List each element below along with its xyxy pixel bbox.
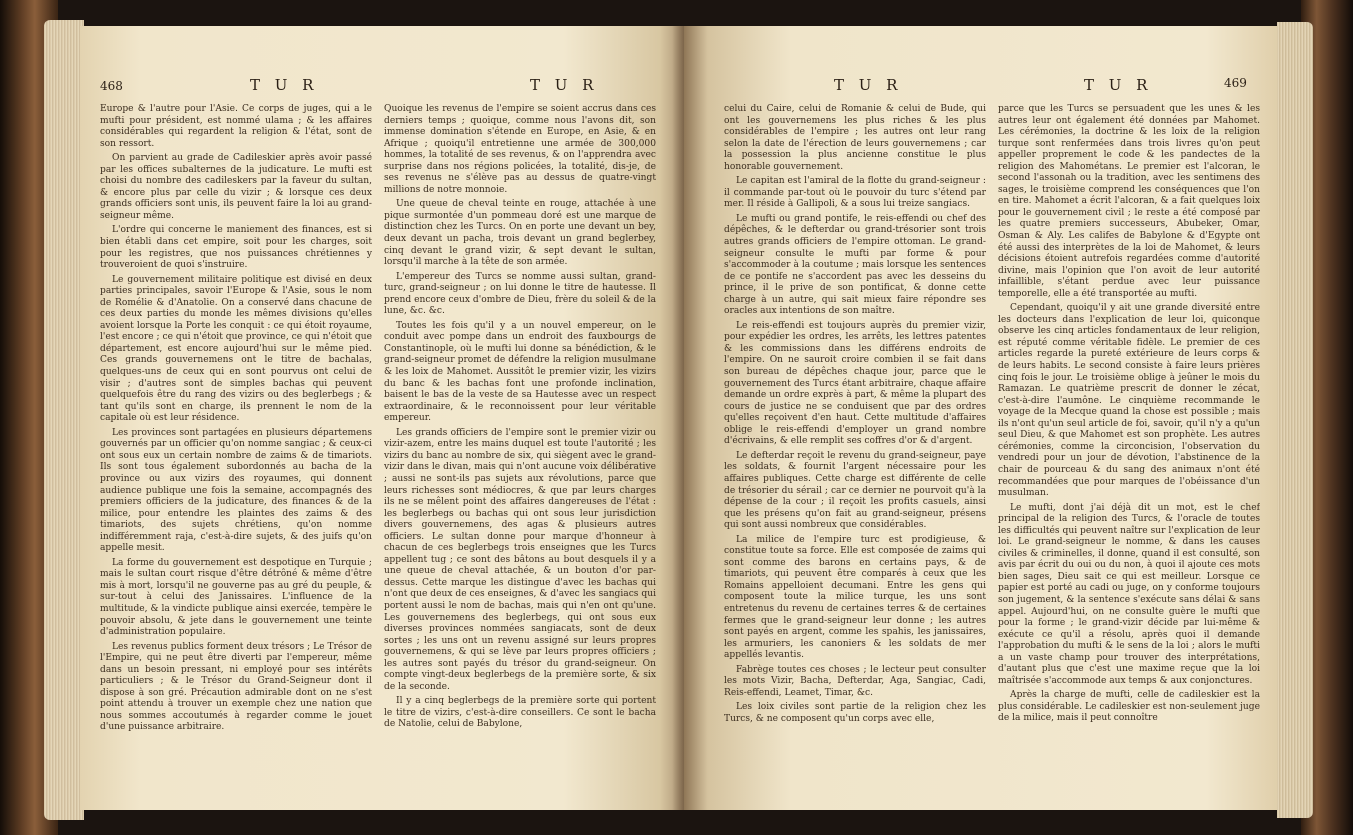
- paragraph: Quoique les revenus de l'empire se soient accrus dans ces derniers temps ; quoique, comme nous l'avons dit, son immense domination s'étende en Europe, en Asie, & en Afrique ; quoiqu'il entretienne une armée de 300,000 hommes, la totalité de ses revenus, & on l'apprendra avec surprise dans nos régions policées, la totalité, dis-je, de ses revenus ne s'élève pas au dessus de quatre-vingt millions de notre monnoie.: [384, 104, 656, 195]
- paragraph: L'ordre qui concerne le maniement des finances, est si bien établi dans cet empire, soit pour les charges, soit pour les registres, que nos puissances chrétiennes y trouveroient de quoi s'instruire.: [100, 225, 372, 271]
- paragraph: Le defterdar reçoit le revenu du grand-seigneur, paye les soldats, & fournit l'argent nécessaire pour les affaires publiques. Cette charge est différente de celle de trésorier du sérail ; car ce dernier ne pourvoit qu'à la dépense de la cour ; il reçoit les profits casuels, ainsi que les présens qu'on fait au grand-seigneur, présens qui sont aussi nombreux que considérables.: [724, 450, 986, 531]
- paragraph: Le capitan est l'amiral de la flotte du grand-seigneur : il commande par-tout où le pouvoir du turc s'étend par mer. Il réside à Gallipoli, & a sous lui treize sangiacs.: [724, 176, 986, 210]
- paragraph: Les loix civiles sont partie de la religion chez les Turcs, & ne composent qu'un corps avec elle,: [724, 702, 986, 724]
- paragraph: Une queue de cheval teinte en rouge, attachée à une pique surmontée d'un pommeau doré est une marque de distinction chez les Turcs. On en porte une devant un bey, deux devant un pacha, trois devant un grand beglerbey, cinq devant le grand vizir, & sept devant le sultan, lorsqu'il marche à la tête de son armée.: [384, 199, 656, 268]
- paragraph: Le reis-effendi est toujours auprès du premier vizir, pour expédier les ordres, les arrêts, les lettres patentes & les commissions dans les différens endroits de l'empire. On ne sauroit croire combien il se fait dans son bureau de dépêches chaque jour, parce que le gouvernement des Turcs étant arbitraire, chaque affaire demande un ordre exprès à part, & même la plupart des cours de justice ne se conduisent que par des ordres qu'elles reçoivent d'en haut. Cette multitude d'affaires oblige le reis-effendi d'employer un grand nombre d'écrivains, & elle remplit ses coffres d'or & d'argent.: [724, 320, 986, 447]
- page-edges-left: [44, 20, 84, 820]
- paragraph: Toutes les fois qu'il y a un nouvel empereur, on le conduit avec pompe dans un endroit des fauxbourgs de Constantinople, où le mufti lui donne sa bénédiction, & le grand-seigneur promet de défendre la religion musulmane & les loix de Mahomet. Aussitôt le premier vizir, les vizirs du banc & les bachas font une profonde inclination, baisent le bas de la veste de sa Hautesse avec un respect extraordinaire, & le reconnoissent pour leur véritable empereur.: [384, 320, 656, 424]
- left-running-head: [100, 76, 660, 98]
- left-page-number: 468: [100, 79, 123, 93]
- paragraph: Le mufti, dont j'ai déjà dit un mot, est le chef principal de la religion des Turcs, & l'oracle de toutes les difficultés qui peuvent naître sur l'explication de leur loi. Le grand-seigneur le nomme, & dans les causes civiles & criminelles, il donne, quand il est consulté, son avis par écrit du oui ou du non, à quoi il ajoute ces mots bien sages, Dieu sait ce qui est meilleur. Lorsque ce papier est porté au cadi ou juge, on y conforme toujours son jugement, & la sentence s'exécute sans délai & sans appel. Aujourd'hui, on ne consulte guère le mufti que pour la forme ; le grand-vizir décide par lui-même & exécute ce qu'il a résolu, après quoi il demande l'approbation du mufti & le sens de la loi ; alors le mufti a un vaste champ pour trouver des interprétations, d'autant plus que c'est une maxime reçue que la loi maîtrisée s'accommode aux temps & aux conjonctures.: [998, 502, 1260, 686]
- paragraph: Les grands officiers de l'empire sont le premier vizir ou vizir-azem, entre les mains duquel est toute l'autorité ; les vizirs du banc au nombre de six, qui siègent avec le grand-vizir dans le divan, mais qui n'ont aucune voix délibérative ; aussi ne sont-ils pas sujets aux révolutions, parce que leurs richesses sont médiocres, & que par leurs charges ils ne se mêlent point des affaires dangereuses de l'état : les beglerbegs ou bachas qui ont sous leur jurisdiction divers gouvernemens, des agas & plusieurs autres officiers. Le sultan donne pour marque d'honneur à chacun de ces beglerbegs trois enseignes que les Turcs appellent tug ; ce sont des bâtons au bout desquels il y a une queue de cheval attachée, & un bouton d'or par-dessus. Cette marque les distingue d'avec les bachas qui n'ont que deux de ces enseignes, & d'avec les sangiacs qui portent aussi le nom de bachas, mais qui n'en ont qu'une. Les gouvernemens des beglerbegs, qui ont sous eux diverses provinces nommées sangiacats, sont de deux sortes ; les uns ont un revenu assigné sur leurs propres gouvernemens, & qui se lève par leurs propres officiers ; les autres sont payés du trésor du grand-seigneur. On compte vingt-deux beglerbegs de la première sorte, & six de la seconde.: [384, 427, 656, 692]
- left-head-center: T U R: [530, 76, 599, 94]
- paragraph: celui du Caire, celui de Romanie & celui de Bude, qui ont les gouvernemens les plus riches & les plus considérables de l'empire ; les autres ont leur rang selon la date de l'érection de leurs gouvernemens ; car la possession la plus ancienne constitue le plus honorable gouvernement.: [724, 104, 986, 172]
- paragraph: L'empereur des Turcs se nomme aussi sultan, grand-turc, grand-seigneur ; on lui donne le titre de hautesse. Il prend encore ceux d'ombre de Dieu, frère du soleil & de la lune, &c. &c.: [384, 271, 656, 317]
- left-page-column-1: [100, 104, 372, 810]
- right-running-head: [704, 76, 1254, 98]
- paragraph: Europe & l'autre pour l'Asie. Ce corps de juges, qui a le mufti pour président, est nommé ulama ; & les affaires considérables qui regardent la religion & l'état, sont de son ressort.: [100, 104, 372, 149]
- paragraph: Fabrège toutes ces choses ; le lecteur peut consulter les mots Vizir, Bacha, Defterdar, Aga, Sangiac, Cadi, Reis-effendi, Leamet, Timar, &c.: [724, 664, 986, 698]
- page-edges-right: [1277, 22, 1313, 818]
- paragraph: Les provinces sont partagées en plusieurs départemens gouvernés par un officier qu'on nomme sangiac ; & ceux-ci ont sous eux un certain nombre de zaims & de timariots. Ils sont tous également subordonnés au bacha de la province ou aux vizirs des royaumes, qui donnent audience publique une fois la semaine, accompagnés des premiers officiers de la judicature, des finances & de la milice, pour entendre les plaintes des zaims & des timariots, des sujets chrétiens, qu'on nomme indifféremment raja, c'est-à-dire sujets, & des juifs qu'on appelle mesit.: [100, 427, 372, 554]
- paragraph: Le gouvernement militaire politique est divisé en deux parties principales, savoir l'Europe & l'Asie, sous le nom de Romélie & d'Anatolie. On a conservé dans chacune de ces deux parties du monde les mêmes divisions qu'elles avoient lorsque la Porte les conquit : ce qui étoit royaume, l'est encore ; ce qui n'étoit que province, ce qui n'étoit que département, est encore aujourd'hui sur le même pied. Ces grands gouvernemens ont le titre de bachalas, quelques-uns de ceux qui en sont pourvus ont celui de visir ; d'autres sont de simples bachas qui peuvent quelquefois être du rang des vizirs ou des beglerbegs ; & tant qu'ils sont en charge, ils prennent le nom de la capitale où est leur résidence.: [100, 274, 372, 424]
- paragraph: On parvient au grade de Cadileskier après avoir passé par les offices subalternes de la judicature. Le mufti est choisi du nombre des cadileskers par la faveur du sultan, & encore plus par celle du vizir ; & lorsque ces deux grands officiers sont unis, ils peuvent faire la loi au grand-seigneur même.: [100, 153, 372, 221]
- paragraph: La milice de l'empire turc est prodigieuse, & constitue toute sa force. Elle est composée de zaims qui sont comme des barons en certains pays, & de timariots, qui peuvent être comparés à ceux que les Romains appelloient decumani. Entre les gens qui composent toute la milice turque, les uns sont entretenus du revenu de certaines terres & de certaines fermes que le grand-seigneur leur donne ; les autres sont payés en argent, comme les spahis, les janissaires, les armuriers, les canoniers & les soldats de mer appellés levantis.: [724, 534, 986, 661]
- paragraph: Cependant, quoiqu'il y ait une grande diversité entre les docteurs dans l'explication de leur loi, quiconque observe les cinq articles fondamentaux de leur religion, est réputé comme véritable fidèle. Le premier de ces articles regarde la pureté extérieure de leurs corps & de leurs habits. Le second consiste à faire leurs prières cinq fois le jour. Le troisième oblige à jeûner le mois du Ramazan. Le quatrième prescrit de donner le zécat, c'est-à-dire l'aumône. Le cinquième recommande le voyage de la Mecque quand la chose est possible ; mais ils n'ont qu'un seul article de foi, savoir, qu'il n'y a qu'un seul Dieu, & que Mahomet est son prophète. Les autres cérémonies, comme la circoncision, l'observation du vendredi pour un jour de dévotion, l'abstinence de la chair de pourceau & du sang des animaux n'ont été recommandées que pour marques de l'obéissance d'un musulman.: [998, 303, 1260, 499]
- right-head-title: T U R: [1084, 76, 1153, 94]
- right-page: [684, 26, 1277, 810]
- paragraph: Les revenus publics forment deux trésors ; Le Trésor de l'Empire, qui ne peut être diverti par l'empereur, même dans un besoin pressant, ni employé pour ses intérêts particuliers ; & le Trésor du Grand-Seigneur dont il dispose à son gré. Précaution admirable dont on ne s'est point attendu à trouver un exemple chez une nation que nous sommes accoutumés à regarder comme le jouet d'une puissance arbitraire.: [100, 641, 372, 733]
- right-head-center: T U R: [834, 76, 903, 94]
- right-page-column-2: [998, 104, 1260, 810]
- paragraph: La forme du gouvernement est despotique en Turquie ; mais le sultan court risque d'être détrôné & même d'être mis à mort, lorsqu'il ne gouverne pas au gré du peuple, & sur-tout à celui des Janissaires. L'influence de la multitude, & la vindicte publique ainsi exercée, tempère le pouvoir absolu, & jete dans le gouvernement une teinte d'administration populaire.: [100, 557, 372, 638]
- paragraph: parce que les Turcs se persuadent que les unes & les autres leur ont également été données par Mahomet. Les cérémonies, la doctrine & les loix de la religion turque sont renfermées dans trois livres qu'on peut appeller proprement le code & les pandectes de la religion des Mahométans. Le premier est l'alcoran, le second l'assonah ou la tradition, avec les sentimens des sages, le troisième comprend les conséquences que l'on en tire. Mahomet a écrit l'alcoran, & a fait quelques loix pour le gouvernement civil ; le reste a été composé par les quatre premiers successeurs, Abubeker, Omar, Osman & Aly. Les califes de Babylone & d'Egypte ont été aussi des interprètes de la loi de Mahomet, & leurs décisions étoient autrefois regardées comme d'autorité divine, mais l'opinion que l'on avoit de leur autorité infaillible, s'étant perdue avec leur puissance temporelle, elle a été transportée au mufti.: [998, 104, 1260, 299]
- paragraph: Il y a cinq beglerbegs de la première sorte qui portent le titre de vizirs, c'est-à-dire conseillers. Ce sont le bacha de Natolie, celui de Babylone,: [384, 696, 656, 730]
- right-page-column-1: [724, 104, 986, 810]
- paragraph: Après la charge de mufti, celle de cadileskier est la plus considérable. Le cadileskier est non-seulement juge de la milice, mais il peut connoître: [998, 690, 1260, 724]
- paragraph: Le mufti ou grand pontife, le reis-effendi ou chef des dépêches, & le defterdar ou grand-trésorier sont trois autres grands officiers de l'empire ottoman. Le grand-seigneur consulte le mufti par forme & pour s'accommoder à la coutume ; mais lorsque les sentences de ce pontife ne s'accordent pas avec les desseins du prince, il le prive de son pontificat, & donne cette charge à un autre, qui sait mieux faire répondre ses oracles aux intentions de son maître.: [724, 213, 986, 317]
- left-page: [80, 26, 684, 810]
- right-page-number: 469: [1224, 76, 1247, 90]
- left-head-title: T U R: [250, 76, 319, 94]
- left-page-column-2: [384, 104, 656, 810]
